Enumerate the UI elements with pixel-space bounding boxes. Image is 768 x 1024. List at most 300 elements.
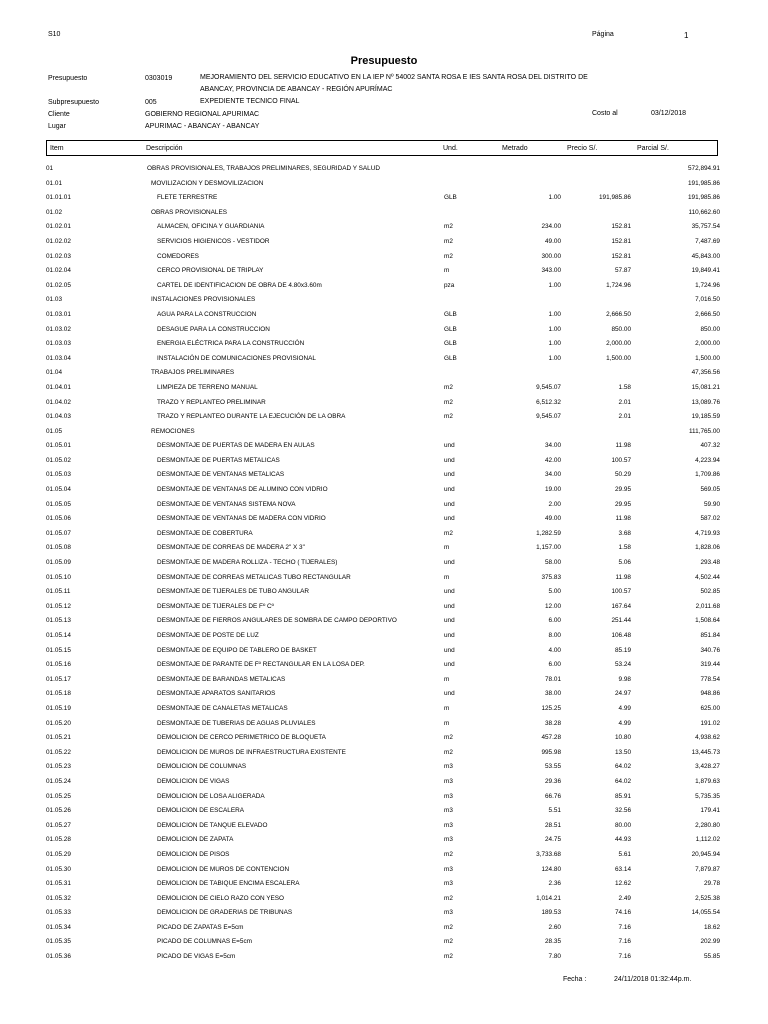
item-description: DESAGUE PARA LA CONSTRUCCION — [157, 325, 270, 333]
item-code: 01.05.11 — [46, 588, 71, 596]
item-parcial: 340.76 — [700, 646, 720, 654]
item-code: 01.03 — [46, 296, 62, 304]
item-precio: 2.01 — [618, 398, 631, 406]
item-precio: 2.01 — [618, 413, 631, 421]
item-precio — [561, 206, 631, 221]
presupuesto-code: 0303019 — [145, 75, 173, 82]
cliente-value: GOBIERNO REGIONAL APURIMAC — [145, 111, 260, 118]
subpresupuesto-name: EXPEDIENTE TECNICO FINAL — [200, 98, 300, 105]
presupuesto-name-line2: ABANCAY, PROVINCIA DE ABANCAY - REGIÓN APURÍMAC — [200, 86, 393, 93]
table-row — [46, 366, 720, 381]
item-metrado: 2.60 — [548, 923, 561, 931]
item-unit: m2 — [444, 894, 453, 902]
item-metrado: 12.00 — [545, 602, 561, 610]
item-metrado: 125.25 — [541, 704, 561, 712]
item-description: INSTALACIÓN DE COMUNICACIONES PROVISIONAL — [157, 354, 316, 362]
item-description: DESMONTAJE DE MADERA ROLLIZA - TECHO ( TIJERALES) — [157, 559, 338, 567]
item-description: OBRAS PROVISIONALES — [151, 208, 228, 216]
item-unit: m2 — [444, 223, 453, 231]
item-parcial: 55.85 — [704, 953, 720, 961]
subpresupuesto-code: 005 — [145, 99, 157, 106]
item-precio: 85.19 — [615, 646, 631, 654]
table-row — [46, 512, 720, 527]
item-description: TRAZO Y REPLANTEO DURANTE LA EJECUCIÓN DE LA OBRA — [157, 413, 346, 421]
item-metrado — [489, 177, 561, 192]
item-unit: m3 — [444, 807, 453, 815]
item-unit: und — [444, 588, 455, 596]
item-description: DESMONTAJE DE VENTANAS DE MADERA CON VIDRIO — [157, 515, 326, 523]
costo-label: Costo al — [592, 110, 618, 117]
item-precio: 5.61 — [618, 850, 631, 858]
table-header — [46, 140, 718, 156]
item-metrado: 5.51 — [548, 807, 561, 815]
table-row — [46, 600, 720, 615]
item-metrado: 1,014.21 — [536, 894, 561, 902]
item-parcial: 59.90 — [704, 500, 720, 508]
item-parcial: 778.54 — [700, 675, 720, 683]
item-code: 01.05.05 — [46, 500, 71, 508]
item-metrado: 6,512.32 — [536, 398, 561, 406]
item-parcial: 319.44 — [700, 661, 720, 669]
item-description: DESMONTAJE DE VENTANAS SISTEMA NOVA — [157, 500, 296, 508]
table-row — [46, 717, 720, 732]
table-row — [46, 950, 720, 965]
fecha-value: 24/11/2018 01:32:44p.m. — [614, 976, 692, 983]
item-description: DESMONTAJE DE FIERROS ANGULARES DE SOMBRA DE CAMPO DEPORTIVO — [157, 617, 397, 625]
item-unit: und — [444, 559, 455, 567]
item-metrado: 2.36 — [548, 880, 561, 888]
item-parcial: 2,011.68 — [695, 602, 720, 610]
item-code: 01.05.35 — [46, 938, 71, 946]
item-parcial: 45,843.00 — [691, 252, 720, 260]
item-metrado: 53.55 — [545, 763, 561, 771]
item-metrado: 1.00 — [548, 281, 561, 289]
item-description: DEMOLICION DE PISOS — [157, 850, 230, 858]
item-precio: 7.16 — [618, 923, 631, 931]
item-precio: 24.97 — [615, 690, 631, 698]
item-code: 01.05.15 — [46, 646, 71, 654]
item-precio: 53.24 — [615, 661, 631, 669]
item-parcial: 572,894.91 — [688, 165, 720, 172]
item-parcial: 407.32 — [700, 442, 720, 450]
item-parcial: 2,666.50 — [695, 310, 720, 318]
table-row — [46, 177, 720, 192]
item-precio: 32.56 — [615, 807, 631, 815]
item-description: INSTALACIONES PROVISIONALES — [151, 296, 256, 304]
subpresupuesto-label: Subpresupuesto — [48, 99, 99, 106]
table-row — [46, 454, 720, 469]
item-precio: 1,500.00 — [606, 354, 631, 362]
item-description: PICADO DE COLUMNAS E=5cm — [157, 938, 252, 946]
item-unit: m2 — [444, 923, 453, 931]
item-description: ALMACEN, OFICINA Y GUARDIANIA — [157, 223, 265, 231]
item-unit: m — [444, 675, 450, 683]
item-description: OBRAS PROVISIONALES, TRABAJOS PRELIMINARES, SEGURIDAD Y SALUD — [147, 165, 380, 172]
item-precio: 50.29 — [615, 471, 631, 479]
item-code: 01.05.26 — [46, 807, 71, 815]
item-metrado: 4.00 — [548, 646, 561, 654]
item-code: 01.05.28 — [46, 836, 71, 844]
item-parcial: 2,525.38 — [695, 894, 720, 902]
item-parcial: 293.48 — [700, 559, 720, 567]
table-row — [46, 279, 720, 294]
item-code: 01.03.03 — [46, 340, 71, 348]
item-code: 01.05.30 — [46, 865, 71, 873]
item-parcial: 1,879.63 — [695, 777, 720, 785]
item-precio: 11.98 — [615, 515, 631, 523]
table-row — [46, 220, 720, 235]
item-precio: 152.81 — [611, 252, 631, 260]
table-row — [46, 644, 720, 659]
item-metrado: 6.00 — [548, 617, 561, 625]
item-precio — [561, 366, 631, 381]
item-parcial: 4,719.93 — [695, 529, 720, 537]
item-code: 01.05.19 — [46, 704, 71, 712]
item-metrado: 78.01 — [545, 675, 561, 683]
item-unit: m2 — [444, 237, 453, 245]
item-precio: 100.57 — [611, 456, 631, 464]
item-parcial: 4,938.62 — [695, 734, 720, 742]
item-precio: 850.00 — [611, 325, 631, 333]
item-precio — [561, 425, 631, 440]
table-row — [46, 541, 720, 556]
table-row — [46, 892, 720, 907]
costo-date: 03/12/2018 — [651, 110, 687, 117]
item-parcial: 625.00 — [700, 704, 720, 712]
item-metrado: 3,733.68 — [536, 850, 561, 858]
item-description: DEMOLICION DE MUROS DE CONTENCION — [157, 865, 290, 873]
item-unit: und — [444, 617, 455, 625]
item-parcial: 14,055.54 — [691, 909, 720, 917]
item-precio: 191,985.86 — [599, 194, 631, 202]
table-row — [46, 673, 720, 688]
item-description: DESMONTAJE DE TUBERIAS DE AGUAS PLUVIALES — [157, 719, 316, 727]
table-row — [46, 760, 720, 775]
table-row — [46, 906, 720, 921]
item-code: 01.04.02 — [46, 398, 71, 406]
item-code: 01.01 — [46, 179, 62, 187]
item-description: DEMOLICION DE CERCO PERIMETRICO DE BLOQUETA — [157, 734, 326, 742]
item-metrado: 457.28 — [541, 734, 561, 742]
item-description: DESMONTAJE DE EQUIPO DE TABLERO DE BASKET — [157, 646, 317, 654]
item-metrado — [489, 366, 561, 381]
system-label: S10 — [48, 31, 61, 38]
item-metrado — [489, 162, 561, 177]
item-precio — [561, 177, 631, 192]
item-metrado: 38.00 — [545, 690, 561, 698]
item-description: DESMONTAJE DE CORREAS METALICAS TUBO RECTANGULAR — [157, 573, 351, 581]
item-parcial: 191,985.86 — [688, 194, 720, 202]
item-metrado: 66.76 — [545, 792, 561, 800]
table-row — [46, 410, 720, 425]
item-metrado: 42.00 — [545, 456, 561, 464]
item-unit: m3 — [444, 763, 453, 771]
item-description: DESMONTAJE DE PUERTAS METALICAS — [157, 456, 280, 464]
item-description: SERVICIOS HIGIENICOS - VESTIDOR — [157, 237, 270, 245]
item-code: 01.05.03 — [46, 471, 71, 479]
item-unit: und — [444, 602, 455, 610]
item-precio: 29.95 — [615, 486, 631, 494]
item-metrado — [489, 293, 561, 308]
item-parcial: 5,735.35 — [695, 792, 720, 800]
item-precio: 57.87 — [615, 267, 631, 275]
item-metrado: 28.35 — [545, 938, 561, 946]
table-row — [46, 585, 720, 600]
item-code: 01.04.01 — [46, 383, 71, 391]
item-parcial: 851.84 — [700, 632, 720, 639]
item-code: 01.04.03 — [46, 413, 71, 421]
item-description: DEMOLICION DE TABIQUE ENCIMA ESCALERA — [157, 880, 300, 888]
item-parcial: 7,879.87 — [695, 865, 720, 873]
item-parcial: 15,081.21 — [691, 383, 720, 391]
item-description: DESMONTAJE APARATOS SANITARIOS — [157, 690, 276, 698]
item-code: 01.03.02 — [46, 325, 71, 333]
item-unit: und — [444, 471, 455, 479]
item-precio: 100.57 — [611, 588, 631, 596]
item-metrado: 1,282.59 — [536, 529, 561, 537]
item-parcial: 20,945.94 — [691, 850, 720, 858]
item-description: DESMONTAJE DE BARANDAS METALICAS — [157, 675, 286, 683]
item-metrado: 7.80 — [548, 953, 561, 961]
item-description: FLETE TERRESTRE — [157, 194, 218, 202]
item-description: DEMOLICION DE ZAPATA — [157, 836, 234, 844]
item-unit: m2 — [444, 398, 453, 406]
item-precio: 2,666.50 — [606, 310, 631, 318]
item-metrado: 1.00 — [548, 325, 561, 333]
item-description: DEMOLICION DE VIGAS — [157, 777, 230, 785]
item-code: 01.05.21 — [46, 734, 71, 742]
item-unit: und — [444, 646, 455, 654]
item-unit: m — [444, 704, 450, 712]
table-row — [46, 658, 720, 673]
column-item: Item — [50, 145, 64, 152]
presupuesto-label: Presupuesto — [48, 75, 88, 82]
table-row — [46, 468, 720, 483]
item-metrado: 49.00 — [545, 237, 561, 245]
item-code: 01.05 — [46, 427, 62, 435]
item-description: DEMOLICION DE ESCALERA — [157, 807, 245, 815]
table-row — [46, 337, 720, 352]
item-parcial: 1,508.64 — [695, 617, 720, 625]
table-row — [46, 687, 720, 702]
item-unit: m2 — [444, 252, 453, 260]
item-code: 01.02.05 — [46, 281, 71, 289]
item-parcial: 4,502.44 — [695, 573, 720, 581]
item-code: 01.05.08 — [46, 544, 71, 552]
item-precio: 167.64 — [611, 602, 631, 610]
table-row — [46, 731, 720, 746]
table-row — [46, 819, 720, 834]
item-description: ENERGIA ELÉCTRICA PARA LA CONSTRUCCIÓN — [157, 340, 305, 348]
item-parcial: 4,223.94 — [695, 456, 720, 464]
item-description: AGUA PARA LA CONSTRUCCION — [157, 310, 257, 318]
item-code: 01.05.16 — [46, 661, 71, 669]
item-parcial: 569.05 — [700, 486, 720, 494]
item-description: DESMONTAJE DE PUERTAS DE MADERA EN AULAS — [157, 442, 315, 450]
item-unit: m3 — [444, 865, 453, 873]
item-parcial: 191,985.86 — [688, 179, 720, 187]
item-unit — [444, 425, 489, 440]
item-description: DEMOLICION DE CIELO RAZO CON YESO — [157, 894, 285, 902]
item-precio: 29.95 — [615, 500, 631, 508]
item-description: DESMONTAJE DE VENTANAS DE ALUMINO CON VIDRIO — [157, 486, 328, 494]
item-precio: 9.98 — [618, 675, 631, 683]
item-code: 01.05.18 — [46, 690, 71, 698]
column-und: Und. — [443, 145, 458, 152]
table-row — [46, 264, 720, 279]
item-code: 01 — [46, 165, 54, 172]
item-precio: 44.93 — [615, 836, 631, 844]
item-unit: m3 — [444, 792, 453, 800]
item-precio: 11.98 — [615, 442, 631, 450]
item-metrado: 1.00 — [548, 194, 561, 202]
item-code: 01.05.13 — [46, 617, 71, 625]
table-row — [46, 206, 720, 221]
item-unit: m2 — [444, 413, 453, 421]
table-row — [46, 804, 720, 819]
item-precio: 63.14 — [615, 865, 631, 873]
item-code: 01.05.09 — [46, 559, 71, 567]
table-row — [46, 250, 720, 265]
table-row — [46, 571, 720, 586]
item-metrado: 375.83 — [541, 573, 561, 581]
table-row — [46, 614, 720, 629]
item-unit: GLB — [444, 310, 457, 318]
item-code: 01.05.04 — [46, 486, 71, 494]
item-code: 01.05.07 — [46, 529, 71, 537]
column-descripcion: Descripción — [146, 145, 183, 152]
item-precio: 7.16 — [618, 938, 631, 946]
item-description: CARTEL DE IDENTIFICACION DE OBRA DE 4.80x3.60m — [157, 281, 322, 289]
item-parcial: 111,765.00 — [688, 427, 720, 435]
item-unit: m2 — [444, 383, 453, 391]
item-precio: 80.00 — [615, 821, 631, 829]
item-code: 01.05.14 — [46, 632, 71, 639]
item-unit: m3 — [444, 821, 453, 829]
item-code: 01.02.02 — [46, 237, 71, 245]
item-unit: m — [444, 719, 450, 727]
item-precio: 152.81 — [611, 237, 631, 245]
item-unit: m2 — [444, 748, 453, 756]
item-description: DESMONTAJE DE COBERTURA — [157, 529, 253, 537]
item-description: TRABAJOS PRELIMINARES — [151, 369, 235, 377]
cliente-label: Cliente — [48, 111, 70, 118]
item-unit: m3 — [444, 880, 453, 888]
item-precio: 3.68 — [618, 529, 631, 537]
item-precio: 2.49 — [618, 894, 631, 902]
item-code: 01.05.36 — [46, 953, 71, 961]
item-precio: 85.91 — [615, 792, 631, 800]
table-row — [46, 235, 720, 250]
item-description: CERCO PROVISIONAL DE TRIPLAY — [157, 267, 264, 275]
item-unit: und — [444, 500, 455, 508]
item-metrado: 124.80 — [541, 865, 561, 873]
item-metrado: 9,545.07 — [536, 383, 561, 391]
item-metrado: 6.00 — [548, 661, 561, 669]
item-precio: 74.16 — [615, 909, 631, 917]
item-metrado: 34.00 — [545, 471, 561, 479]
item-code: 01.05.34 — [46, 923, 71, 931]
item-description: DESMONTAJE DE VENTANAS METALICAS — [157, 471, 285, 479]
item-description: DEMOLICION DE COLUMNAS — [157, 763, 247, 771]
table-row — [46, 746, 720, 761]
item-unit — [444, 162, 489, 177]
item-parcial: 502.85 — [700, 588, 720, 596]
lugar-label: Lugar — [48, 123, 66, 130]
column-metrado: Metrado — [502, 145, 528, 152]
item-parcial: 948.86 — [700, 690, 720, 698]
item-unit: GLB — [444, 340, 457, 348]
item-parcial: 2,000.00 — [695, 340, 720, 348]
item-metrado: 5.00 — [548, 588, 561, 596]
item-precio: 1.58 — [618, 544, 631, 552]
item-unit: GLB — [444, 354, 457, 362]
item-precio: 13.50 — [615, 748, 631, 756]
item-code: 01.05.24 — [46, 777, 71, 785]
item-code: 01.05.25 — [46, 792, 71, 800]
item-unit: m3 — [444, 909, 453, 917]
item-unit: m — [444, 573, 450, 581]
item-code: 01.05.06 — [46, 515, 71, 523]
item-unit — [444, 177, 489, 192]
item-parcial: 35,757.54 — [691, 223, 720, 231]
item-unit: m — [444, 267, 450, 275]
table-row — [46, 498, 720, 513]
item-code: 01.05.02 — [46, 456, 71, 464]
item-parcial: 202.99 — [700, 938, 720, 946]
item-precio: 106.48 — [611, 632, 631, 639]
item-precio: 7.16 — [618, 953, 631, 961]
table-row — [46, 790, 720, 805]
item-precio: 2,000.00 — [606, 340, 631, 348]
item-parcial: 1,112.02 — [695, 836, 720, 844]
item-code: 01.04 — [46, 369, 62, 377]
item-metrado: 1.00 — [548, 354, 561, 362]
item-unit: m3 — [444, 836, 453, 844]
item-parcial: 3,428.27 — [695, 763, 720, 771]
item-unit — [444, 366, 489, 381]
item-metrado: 234.00 — [541, 223, 561, 231]
item-unit: und — [444, 661, 455, 669]
item-precio: 4.99 — [618, 719, 631, 727]
table-row — [46, 162, 720, 177]
item-code: 01.05.33 — [46, 909, 71, 917]
lugar-value: APURIMAC - ABANCAY - ABANCAY — [145, 123, 260, 130]
item-unit: m2 — [444, 953, 453, 961]
item-precio: 11.98 — [615, 573, 631, 581]
table-row — [46, 629, 720, 644]
presupuesto-name-line1: MEJORAMIENTO DEL SERVICIO EDUCATIVO EN LA IEP Nº 54002 SANTA ROSA E IES SANTA ROSA DEL DISTRITO DE — [200, 74, 588, 81]
item-parcial: 13,445.73 — [691, 748, 720, 756]
item-precio: 251.44 — [611, 617, 631, 625]
item-parcial: 1,709.86 — [695, 471, 720, 479]
item-unit: m2 — [444, 529, 453, 537]
column-parcial: Parcial S/. — [637, 145, 669, 152]
item-unit: m3 — [444, 777, 453, 785]
item-description: MOVILIZACION Y DESMOVILIZACION — [151, 179, 264, 187]
item-metrado: 8.00 — [548, 632, 561, 639]
item-parcial: 1,724.96 — [695, 281, 720, 289]
presupuesto-name — [200, 72, 640, 96]
table-row — [46, 425, 720, 440]
item-description: DEMOLICION DE MUROS DE INFRAESTRUCTURA EXISTENTE — [157, 748, 346, 756]
item-metrado: 995.98 — [541, 748, 561, 756]
item-description: DEMOLICION DE LOSA ALIGERADA — [157, 792, 265, 800]
item-metrado: 343.00 — [541, 267, 561, 275]
item-code: 01.05.31 — [46, 880, 71, 888]
item-metrado: 24.75 — [545, 836, 561, 844]
item-description: DEMOLICION DE GRADERIAS DE TRIBUNAS — [157, 909, 293, 917]
